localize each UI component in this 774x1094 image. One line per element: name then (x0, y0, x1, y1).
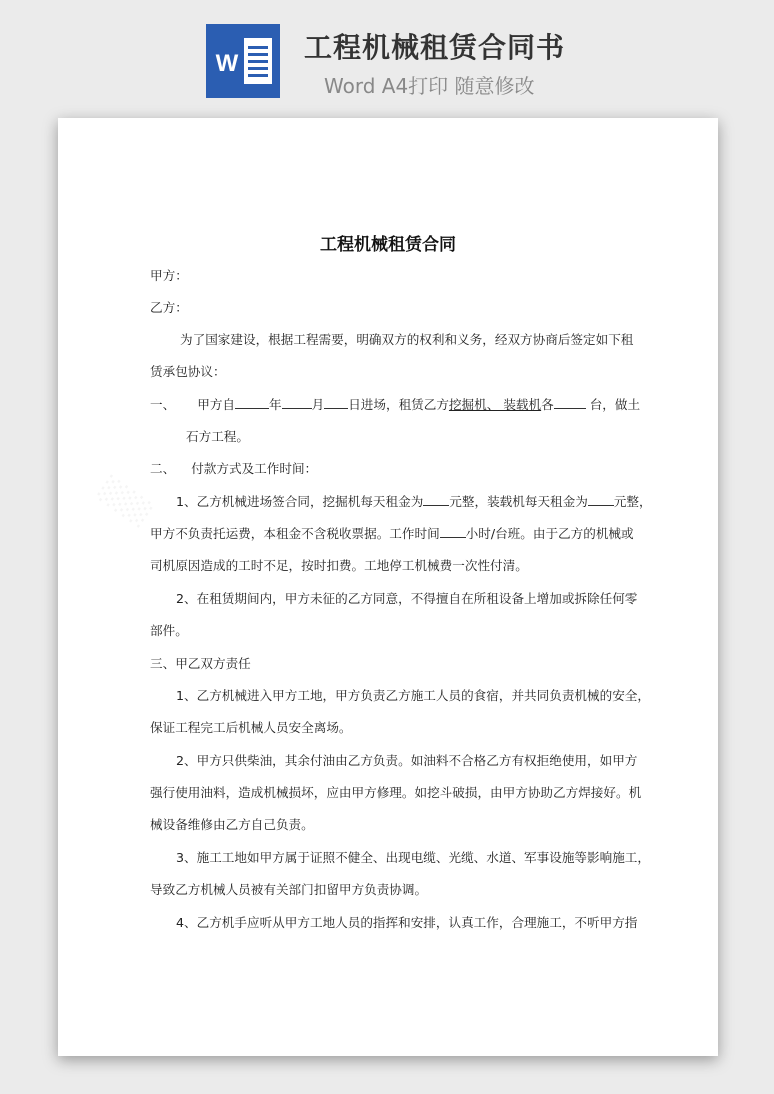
section-2-para-1-line-2 (150, 523, 634, 542)
party-a-line: 甲方： (150, 268, 188, 283)
section-3-para-3-line-1: 3、施工工地如甲方属于证照不健全、出现电缆、光缆、水道、军事设施等影响施工， (176, 850, 650, 865)
blank-loader-rent[interactable] (588, 492, 614, 506)
s2-p1-2-text-a: 甲方不负责托运费，本租金不含税收票据。工作时间 (150, 526, 440, 541)
document-page: ░░░ 工程机械租赁合同 甲方： 乙方： 为了国家建设，根据工程需要，明确双方的权利和义务，经双方协商后签定如下租 赁承包协议： 一、 甲方自 年 月 日进场，租赁乙方挖掘机、 装载机各 台，做土 石方工程。 二、 付款方式及工作时间： 1、乙方机械进场签合同，挖掘机每天租金为 元整，装载机每天租金为 元整， 甲方不负责托运费，本租金不含税收票据。工作时间 小时/台班。由于乙方的机械或 司机原因造成的工时不足，按时扣费。工地停工机械费一次性付清。 2、在租赁期间内，甲方未征的乙方同意，不得擅自在所租设备上增加或拆除任何零 部件。 三、甲乙双方责任 1、乙方机械进入甲方工地，甲方负责乙方施工人员的食宿，并共同负责机械的安全， 保证工程完工后机械人员安全离场。 2、甲方只供柴油，其余付油由乙方负责。如油料不合格乙方有权拒绝使用，如甲方 强行使用油料，造成机械损坏，应由甲方修理。如挖斗破损，由甲方协助乙方焊接好。机 械设备维修由乙方自己负责。 3、施工工地如甲方属于证照不健全、出现电缆、光缆、水道、军事设施等影响施工， 导致乙方机械人员被有关部门扣留甲方负责协调。 4、乙方机手应听从甲方工地人员的指挥和安排，认真工作，合理施工，不听甲方指 (58, 118, 718, 1056)
blank-year[interactable] (235, 395, 269, 409)
header-title: 工程机械租赁合同书 (304, 31, 566, 64)
blank-excavator-rent[interactable] (423, 492, 449, 506)
s2-p1-2-text-b: 小时/台班。由于乙方的机械或 (465, 526, 634, 541)
section-2-para-1-line-1 (176, 491, 652, 510)
section-1-text-c: 月 (311, 397, 325, 412)
section-3-para-3-line-2: 导致乙方机械人员被有关部门扣留甲方负责协调。 (150, 882, 428, 897)
section-1-text-f: 各 (541, 397, 554, 412)
s2-p1-text-a: 1、乙方机械进场签合同，挖掘机每天租金为 (176, 494, 424, 509)
section-3-para-2-line-3: 械设备维修由乙方自己负责。 (150, 817, 314, 832)
section-2-para-2-line-1: 2、在租赁期间内，甲方未征的乙方同意，不得擅自在所租设备上增加或拆除任何零 (176, 591, 638, 606)
section-2-para-1-line-3: 司机原因造成的工时不足，按时扣费。工地停工机械费一次性付清。 (150, 558, 528, 573)
section-3-para-2-line-2: 强行使用油料，造成机械损坏，应由甲方修理。如挖斗破损，由甲方协助乙方焊接好。机 (150, 785, 642, 800)
section-3-para-1-line-2: 保证工程完工后机械人员安全离场。 (150, 720, 352, 735)
section-3-para-4-line-1: 4、乙方机手应听从甲方工地人员的指挥和安排，认真工作，合理施工，不听甲方指 (176, 915, 638, 930)
section-3-para-2-line-1: 2、甲方只供柴油，其余付油由乙方负责。如油料不合格乙方有权拒绝使用，如甲方 (176, 753, 638, 768)
section-1-line (150, 394, 640, 413)
intro-line-1: 为了国家建设，根据工程需要，明确双方的权利和义务，经双方协商后签定如下租 (180, 332, 634, 347)
section-3-para-1-line-1: 1、乙方机械进入甲方工地，甲方负责乙方施工人员的食宿，并共同负责机械的安全， (176, 688, 650, 703)
preview-header (0, 0, 774, 112)
section-1-number: 一、 (150, 397, 176, 412)
blank-count[interactable] (554, 395, 586, 409)
header-subtitle: Word A4打印 随意修改 (324, 74, 535, 98)
document-title: 工程机械租赁合同 (320, 235, 456, 255)
blank-work-hours[interactable] (440, 524, 466, 538)
s2-p1-text-b: 元整，装载机每天租金为 (449, 494, 588, 509)
section-1-text-g: 台，做土 (589, 397, 641, 412)
blank-day[interactable] (324, 395, 348, 409)
section-2-para-2-line-2: 部件。 (150, 623, 188, 638)
section-1-text-a: 甲方自 (197, 397, 235, 412)
section-1-continuation: 石方工程。 (186, 429, 249, 444)
section-3-heading: 三、甲乙双方责任 (150, 656, 251, 671)
blank-month[interactable] (282, 395, 312, 409)
word-icon (206, 24, 280, 98)
intro-line-2: 赁承包协议： (150, 364, 226, 379)
section-2-heading: 二、 付款方式及工作时间： (150, 461, 318, 476)
section-1-machines: 挖掘机、 装载机 (448, 397, 542, 412)
section-1-text-d: 日进场，租赁乙方 (348, 397, 449, 412)
party-b-line: 乙方： (150, 300, 188, 315)
section-1-text-b: 年 (269, 397, 282, 412)
s2-p1-text-c: 元整， (613, 494, 652, 509)
svg-text:W: W (215, 50, 239, 77)
